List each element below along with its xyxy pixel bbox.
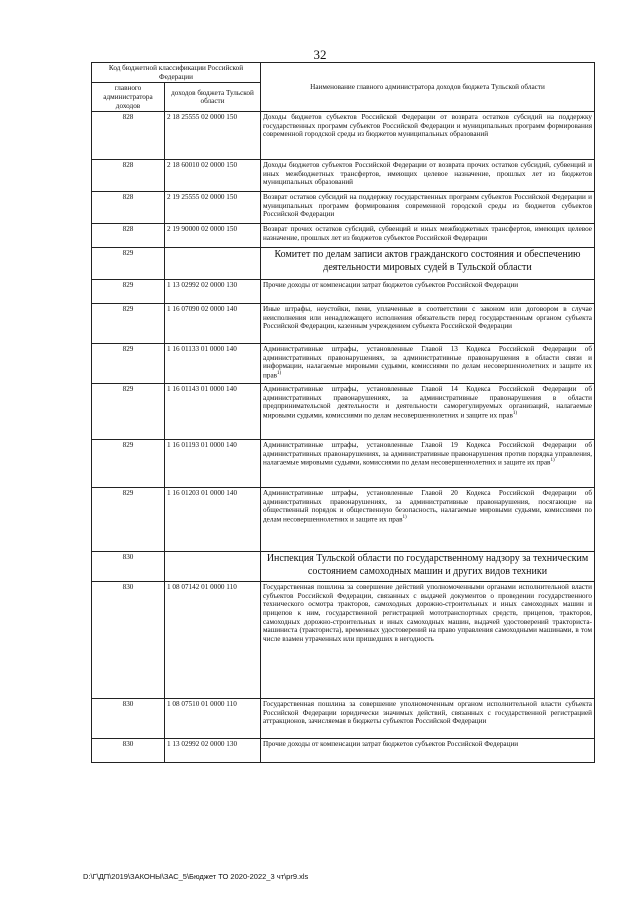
empty-code-cell bbox=[165, 248, 261, 280]
table-row bbox=[92, 192, 595, 224]
admin-code-cell: 828 bbox=[92, 112, 165, 160]
table-row bbox=[92, 112, 595, 160]
income-code-cell: 2 19 25555 02 0000 150 bbox=[165, 192, 261, 224]
footnote-mark: 1) bbox=[402, 515, 407, 521]
admin-code-header: главного администратора доходов bbox=[92, 83, 165, 112]
table-row bbox=[92, 739, 595, 763]
section-row bbox=[92, 248, 595, 280]
section-title: Инспекция Тульской области по государственному надзору за техническим состоянием самоходных машин и других видов техники bbox=[261, 552, 595, 582]
income-name-cell bbox=[261, 582, 595, 699]
income-name-cell bbox=[261, 344, 595, 384]
table-row bbox=[92, 280, 595, 304]
admin-code-cell: 829 bbox=[92, 280, 165, 304]
income-name-cell bbox=[261, 440, 595, 488]
table-row bbox=[92, 582, 595, 699]
income-name-text: Государственная пошлина за совершение действий уполномоченными органами исполнительной власти субъектов Российской Федерации, связанных с выдачей документов о проведении государственного технического осмотра тракторов, самоходных дорожно-строительных и иных самоходных машин и прицепов к ним, государственной регистрацией мототранспортных средств, прицепов, тракторов, самоходных дорожно-строительных и иных самоходных машин, выдачей удостоверений тракториста-машиниста (тракториста), временных удостоверений на право управления самоходными машинами, в том числе взамен утраченных или пришедших в негодность bbox=[263, 583, 592, 644]
classification-header: Код бюджетной классификации Российской Федерации bbox=[92, 63, 261, 83]
income-code-cell: 2 18 25555 02 0000 150 bbox=[165, 112, 261, 160]
income-code-cell: 1 08 07510 01 0000 110 bbox=[165, 699, 261, 739]
section-row bbox=[92, 552, 595, 582]
income-name-cell bbox=[261, 699, 595, 739]
admin-code-cell: 828 bbox=[92, 224, 165, 248]
income-name-text: Доходы бюджетов субъектов Российской Федерации от возврата остатков субсидий на поддержку государственных программ субъектов Российской Федерации и муниципальных программ формирования современной городской среды из бюджетов муниципальных образований bbox=[263, 113, 592, 139]
admin-code-cell: 828 bbox=[92, 160, 165, 192]
income-name-cell bbox=[261, 280, 595, 304]
footnote-mark: 1) bbox=[512, 411, 518, 417]
file-path-footer: D:\Г\ДП\2019\ЗАКОНЫ\ЗАС_5\Бюджет ТО 2020-2022_3 чт\pr9.xls bbox=[83, 872, 309, 881]
table-row bbox=[92, 344, 595, 384]
budget-classification-table bbox=[91, 62, 595, 763]
empty-code-cell bbox=[165, 552, 261, 582]
income-name-text: Прочие доходы от компенсации затрат бюджетов субъектов Российской Федерации bbox=[263, 740, 519, 749]
income-name-cell bbox=[261, 224, 595, 248]
income-name-text: Государственная пошлина за совершение уполномоченным органом исполнительной власти субъекта Российской Федерации юридически значимых действий, связанных с государственной регистрацией аттракционов, зачисляемая в бюджеты субъектов Российской Федерации bbox=[263, 700, 592, 726]
table-row bbox=[92, 699, 595, 739]
income-name-text: Прочие доходы от компенсации затрат бюджетов субъектов Российской Федерации bbox=[263, 281, 519, 290]
income-code-cell: 2 18 60010 02 0000 150 bbox=[165, 160, 261, 192]
income-name-cell bbox=[261, 192, 595, 224]
footnote-mark: 1) bbox=[277, 371, 282, 377]
income-name-text: Административные штрафы, установленные Главой 20 Кодекса Российской Федерации об административных правонарушениях, за административные правонарушения, посягающие на общественный порядок и общественную безопасность, налагаемые мировыми судьями, комиссиями по делам несовершеннолетних и защите их прав bbox=[263, 489, 592, 524]
admin-code-cell: 829 bbox=[92, 384, 165, 440]
income-name-text: Доходы бюджетов субъектов Российской Федерации от возврата прочих остатков субсидий, субвенций и иных межбюджетных трансфертов, имеющих целевое назначение, прошлых лет из бюджетов муниципальных образований bbox=[263, 161, 592, 187]
table-row bbox=[92, 488, 595, 552]
admin-code-cell: 830 bbox=[92, 552, 165, 582]
table-row bbox=[92, 304, 595, 344]
admin-code-cell: 829 bbox=[92, 344, 165, 384]
income-name-text: Административные штрафы, установленные Главой 19 Кодекса Российской Федерации об административных правонарушениях, за административные правонарушения против порядка управления, налагаемые мировыми судьями, комиссиями по делам несовершеннолетних и защите их прав bbox=[263, 441, 592, 467]
admin-code-cell: 829 bbox=[92, 304, 165, 344]
income-code-cell: 1 16 01203 01 0000 140 bbox=[165, 488, 261, 552]
income-name-text: Иные штрафы, неустойки, пени, уплаченные в соответствии с законом или договором в случае неисполнения или ненадлежащего исполнения обязательств перед государственным органом субъекта Российской Федерации, казенным учреждением субъекта Российской Федерации bbox=[263, 305, 592, 331]
income-name-cell bbox=[261, 739, 595, 763]
admin-code-cell: 829 bbox=[92, 248, 165, 280]
income-code-cell: 1 08 07142 01 0000 110 bbox=[165, 582, 261, 699]
admin-code-cell: 830 bbox=[92, 699, 165, 739]
income-code-cell: 1 13 02992 02 0000 130 bbox=[165, 280, 261, 304]
table-row bbox=[92, 224, 595, 248]
income-code-cell: 1 16 01133 01 0000 140 bbox=[165, 344, 261, 384]
income-code-header: доходов бюджета Тульской области bbox=[165, 83, 261, 112]
income-code-cell: 1 13 02992 02 0000 130 bbox=[165, 739, 261, 763]
footnote-mark: 1) bbox=[550, 458, 555, 464]
table-header bbox=[92, 63, 595, 112]
table-row bbox=[92, 160, 595, 192]
admin-code-cell: 828 bbox=[92, 192, 165, 224]
income-name-cell bbox=[261, 384, 595, 440]
income-name-cell bbox=[261, 112, 595, 160]
income-name-cell bbox=[261, 488, 595, 552]
page-number: 32 bbox=[313, 47, 327, 62]
income-name-text: Административные штрафы, установленные Главой 14 Кодекса Российской Федерации об административных правонарушениях, за административные правонарушения в области предпринимательской деятельности и деятельности саморегулируемых организаций, налагаемые мировыми судьями, комиссиями по делам несовершеннолетних и защите их прав bbox=[263, 385, 592, 420]
income-name-text: Возврат остатков субсидий на поддержку государственных программ субъектов Российской Федерации и муниципальных программ формирования современной городской среды из бюджетов субъектов Российской Федерации bbox=[263, 193, 592, 219]
table-row bbox=[92, 384, 595, 440]
table-body bbox=[92, 112, 595, 763]
admin-code-cell: 830 bbox=[92, 739, 165, 763]
income-code-cell: 2 19 90000 02 0000 150 bbox=[165, 224, 261, 248]
section-title: Комитет по делам записи актов гражданского состояния и обеспечению деятельности мировых судей в Тульской области bbox=[261, 248, 595, 280]
income-code-cell: 1 16 01193 01 0000 140 bbox=[165, 440, 261, 488]
income-name-cell bbox=[261, 304, 595, 344]
income-code-cell: 1 16 01143 01 0000 140 bbox=[165, 384, 261, 440]
income-name-text: Административные штрафы, установленные Главой 13 Кодекса Российской Федерации об административных правонарушениях, за административные правонарушения в области связи и информации, налагаемые мировыми судьями, комиссиями по делам несовершеннолетних и защите их прав bbox=[263, 345, 592, 380]
admin-code-cell: 830 bbox=[92, 582, 165, 699]
income-name-text: Возврат прочих остатков субсидий, субвенций и иных межбюджетных трансфертов, имеющих целевое назначение, прошлых лет из бюджетов субъектов Российской Федерации bbox=[263, 225, 592, 242]
income-name-cell bbox=[261, 160, 595, 192]
name-header: Наименование главного администратора доходов бюджета Тульской области bbox=[261, 63, 595, 112]
admin-code-cell: 829 bbox=[92, 488, 165, 552]
income-code-cell: 1 16 07090 02 0000 140 bbox=[165, 304, 261, 344]
table-row bbox=[92, 440, 595, 488]
admin-code-cell: 829 bbox=[92, 440, 165, 488]
